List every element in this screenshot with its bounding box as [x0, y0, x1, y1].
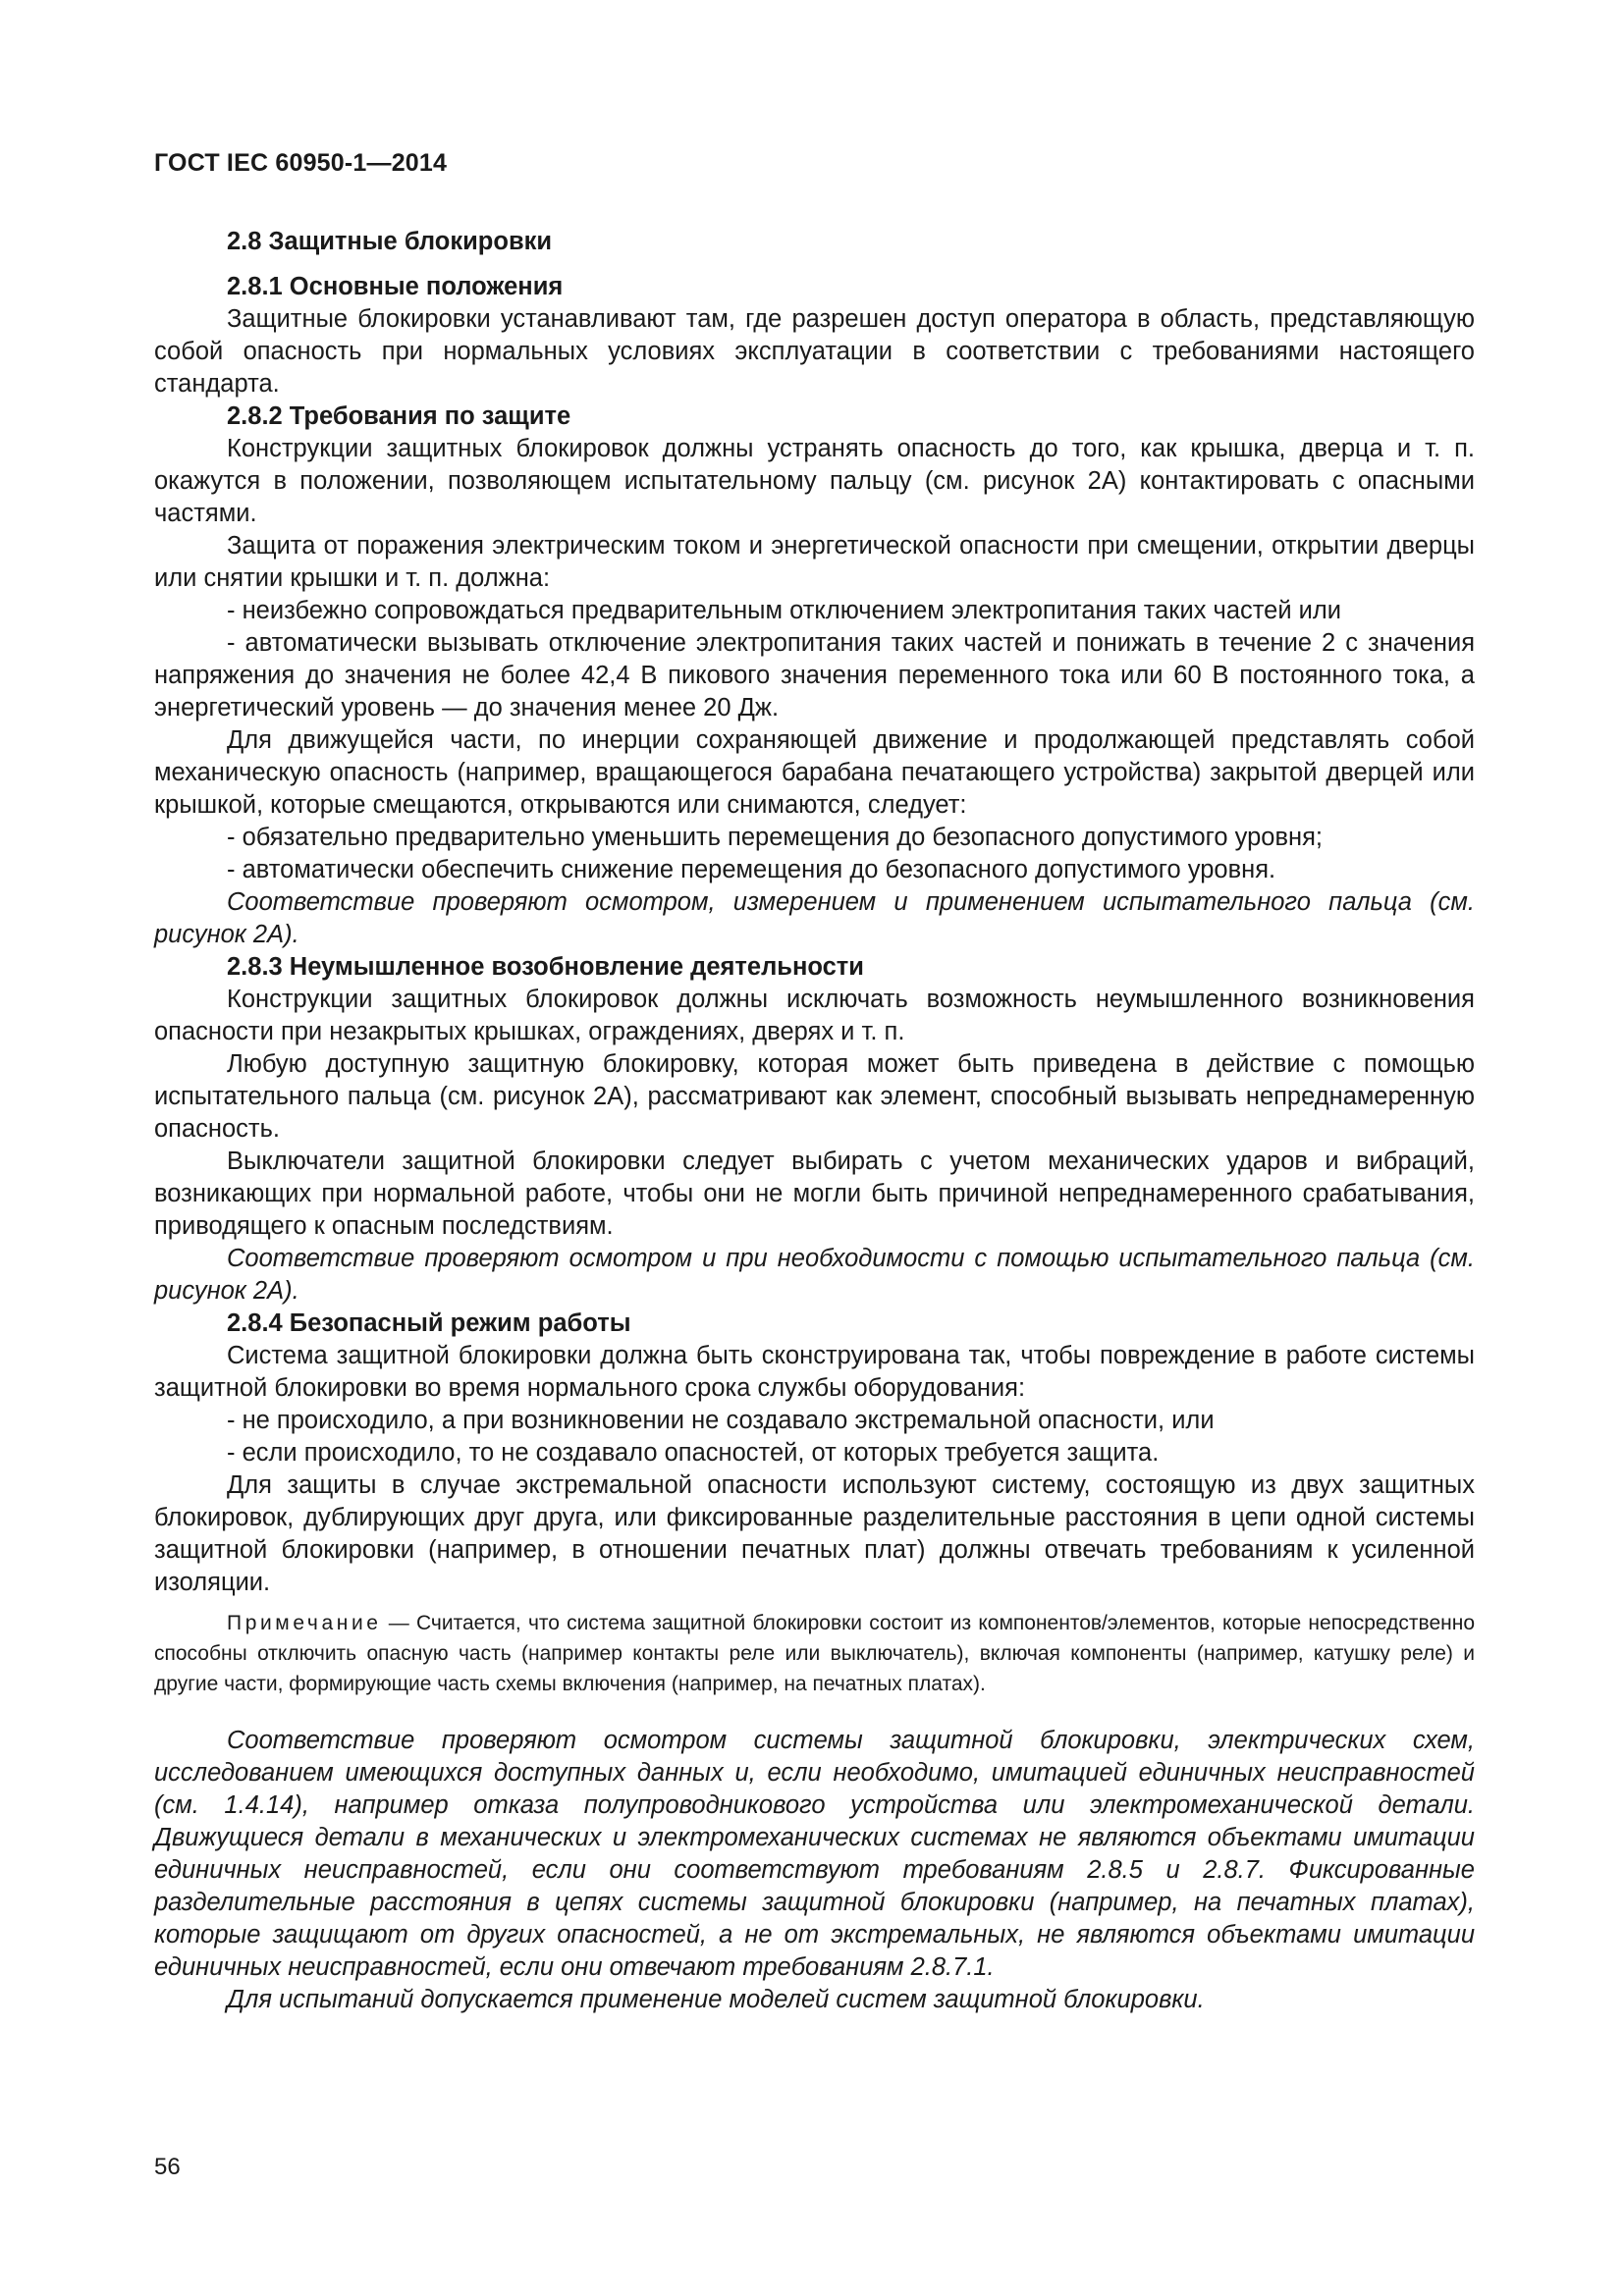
compliance-text: Соответствие проверяют осмотром и при необходимости с помощью испытательного пальца (см. рисунок 2А).: [154, 1245, 1475, 1305]
list-item: - автоматически вызывать отключение электропитания таких частей и понижать в течение 2 с значения напряжения до значения не более 42,4 В пикового значения переменного тока или 60 В постоянного тока, а энергетический уровень — до значения менее 20 Дж.: [154, 629, 1475, 721]
paragraph: Система защитной блокировки должна быть сконструирована так, чтобы повреждение в работе системы защитной блокировки во время нормального срока службы оборудования:: [154, 1342, 1475, 1402]
paragraph: Для движущейся части, по инерции сохраняющей движение и продолжающей представлять собой механическую опасность (например, вращающегося барабана печатающего устройства) закрытой дверцей или крышкой, которые смещаются, открываются или снимаются, следует:: [154, 726, 1475, 819]
list-item: - обязательно предварительно уменьшить перемещения до безопасного допустимого уровня;: [227, 824, 1323, 851]
list-item: - неизбежно сопровождаться предварительным отключением электропитания таких частей или: [227, 597, 1342, 624]
compliance-text: Для испытаний допускается применение моделей систем защитной блокировки.: [227, 1986, 1205, 2013]
paragraph: Защита от поражения электрическим током и энергетической опасности при смещении, открытии дверцы или снятии крышки и т. п. должна:: [154, 532, 1475, 592]
note-label: Примечание: [227, 1612, 382, 1634]
paragraph: Конструкции защитных блокировок должны исключать возможность неумышленного возникновения опасности при незакрытых крышках, ограждениях, дверях и т. п.: [154, 986, 1475, 1045]
compliance-text: Соответствие проверяют осмотром, измерением и применением испытательного пальца (см. рисунок 2А).: [154, 888, 1475, 948]
section-heading-2-8-1: 2.8.1 Основные положения: [227, 273, 564, 300]
paragraph: Любую доступную защитную блокировку, которая может быть приведена в действие с помощью испытательного пальца (см. рисунок 2А), рассматривают как элемент, способный вызывать непреднамеренную опасность.: [154, 1050, 1475, 1143]
paragraph: Для защиты в случае экстремальной опасности используют систему, состоящую из двух защитных блокировок, дублирующих друг друга, или фиксированные разделительные расстояния в цепи одной системы защитной блокировки (например, в отношении печатных плат) должны отвечать требованиям к усиленной изоляции.: [154, 1471, 1475, 1596]
section-heading-2-8-4: 2.8.4 Безопасный режим работы: [227, 1309, 631, 1337]
paragraph: Конструкции защитных блокировок должны устранять опасность до того, как крышка, дверца и т. п. окажутся в положении, позволяющем испытательному пальцу (см. рисунок 2А) контактировать с опасными частями.: [154, 435, 1475, 527]
section-heading-2-8: 2.8 Защитные блокировки: [227, 228, 553, 255]
note-text: — Считается, что система защитной блокировки состоит из компонентов/элементов, которые непосредственно способны отключить опасную часть (например контакты реле или выключатель), включая компоненты (например, катушку реле) и другие части, формирующие часть схемы включения (например, на печатных платах).: [154, 1612, 1475, 1695]
section-heading-2-8-3: 2.8.3 Неумышленное возобновление деятельности: [227, 953, 864, 981]
page-number: 56: [154, 2154, 181, 2180]
document-header: ГОСТ IEC 60950-1—2014: [154, 149, 448, 177]
paragraph: Защитные блокировки устанавливают там, где разрешен доступ оператора в область, представляющую собой опасность при нормальных условиях эксплуатации в соответствии с требованиями настоящего стандарта.: [154, 305, 1475, 398]
list-item: - автоматически обеспечить снижение перемещения до безопасного допустимого уровня.: [227, 856, 1276, 883]
paragraph: Выключатели защитной блокировки следует выбирать с учетом механических ударов и вибраций, возникающих при нормальной работе, чтобы они не могли быть причиной непреднамеренного срабатывания, приводящего к опасным последствиям.: [154, 1148, 1475, 1240]
note: [154, 1608, 1475, 1699]
list-item: - не происходило, а при возникновении не создавало экстремальной опасности, или: [227, 1407, 1215, 1434]
compliance-text: Соответствие проверяют осмотром системы защитной блокировки, электрических схем, исследованием имеющихся доступных данных и, если необходимо, имитацией единичных неисправностей (см. 1.4.14), например отказа полупроводникового устройства или электромеханической детали. Движущиеся детали в механических и электромеханических системах не являются объектами имитации единичных неисправностей, если они соответствуют требованиям 2.8.5 и 2.8.7. Фиксированные разделительные расстояния в цепях системы защитной блокировки (например, на печатных платах), которые защищают от других опасностей, а не от экстремальных, не являются объектами имитации единичных неисправностей, если они отвечают требованиям 2.8.7.1.: [154, 1727, 1475, 1981]
section-heading-2-8-2: 2.8.2 Требования по защите: [227, 402, 571, 430]
list-item: - если происходило, то не создавало опасностей, от которых требуется защита.: [227, 1439, 1160, 1467]
document-body: [154, 226, 1475, 2016]
